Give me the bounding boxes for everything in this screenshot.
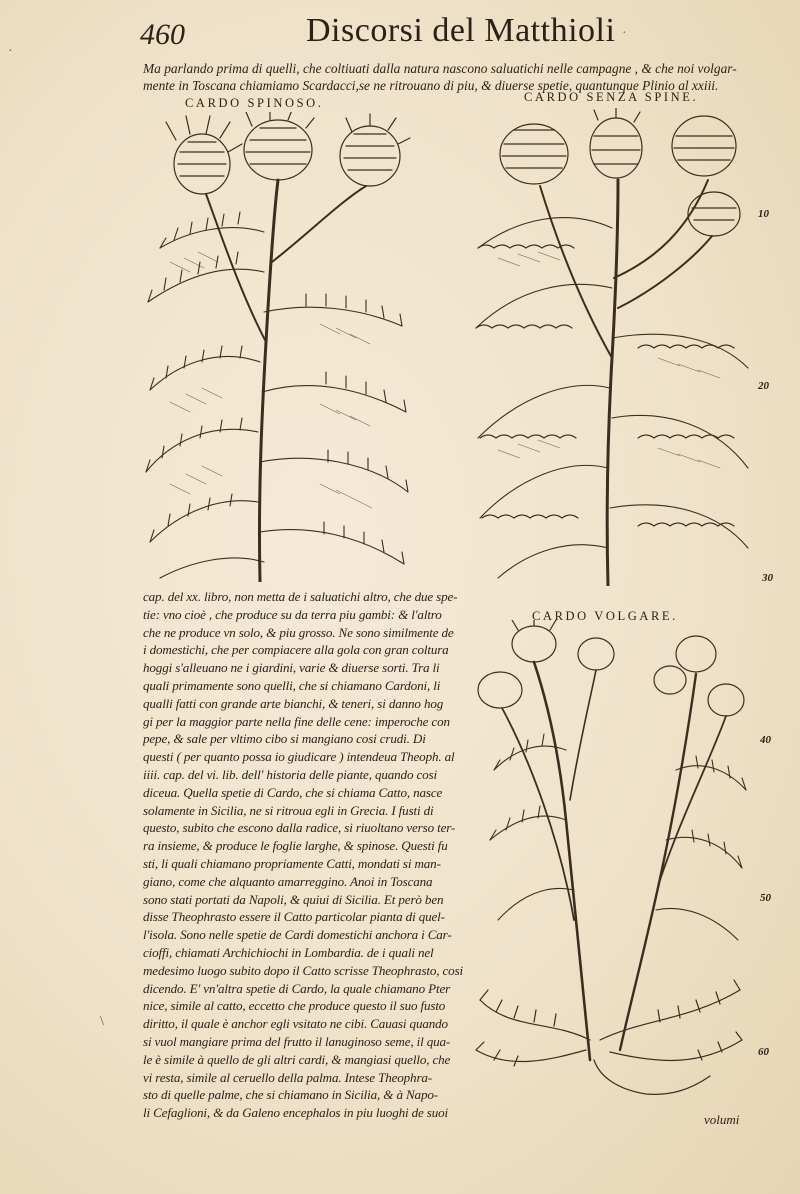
margin-line-number: 60 <box>758 1046 769 1058</box>
body-text-line: giano, come che alquanto amarreggino. Anoi in Toscana <box>143 873 433 889</box>
body-text-line: quali primamente sono quelli, che si chiamano Cardoni, li <box>143 677 441 693</box>
thistle-woodcut-spiny-icon <box>140 112 415 582</box>
ink-mark: · <box>622 26 627 41</box>
body-text-line: pepe, & sale per vltimo cibo si mangiano cosi crudi. Di <box>143 731 426 747</box>
figure-caption-cardo-spinoso: CARDO SPINOSO. <box>185 96 324 110</box>
body-text-line: sti, li quali chiamano propriamente Catti, mondati si man- <box>143 855 441 871</box>
body-text-line: solamente in Sicilia, ne si ritroua egli in Grecia. I fusti di <box>143 802 434 818</box>
body-text-line: gi per la maggior parte nella fine delle cene: imperoche con <box>143 713 450 729</box>
thistle-woodcut-common-icon <box>470 620 758 1100</box>
body-text-line: vi resta, simile al ceruello della palma. Intese Theophra- <box>143 1069 433 1085</box>
body-text-line: hoggi s'alleuano ne i giardini, varie & diuerse sorti. Tra li <box>143 660 440 676</box>
body-text-line: l'isola. Sono nelle spetie de Cardi domestichi anchora i Car- <box>143 927 452 943</box>
catchword: volumi <box>704 1112 740 1127</box>
body-text-line: medesimo luogo subito dopo il Catto scrisse Theophrasto, cosi <box>143 962 464 978</box>
body-text-line: cap. del xx. libro, non metta de i saluatichi altro, che due spe- <box>143 589 458 604</box>
body-text-line: nice, simile al catto, eccetto che produce questo il suo fusto <box>143 998 446 1014</box>
body-text-line: questi ( per quanto possa io giudicare ) intendeua Theoph. al <box>143 749 455 765</box>
body-text-line: li Cefaglioni, & da Galeno encephalos in piu luoghi de suoi <box>143 1105 449 1121</box>
body-text-line: tie: vno cioè , che produce su da terra piu gambi: & l'altro <box>143 606 442 622</box>
intro-line: mente in Toscana chiamiamo Scardacci,se ne ritrouano di piu, & diuerse spetie, quantunque Plinio al xxiii. <box>143 78 719 93</box>
margin-mark: \ <box>100 1014 104 1029</box>
body-text-line: le è simile à quello de gli altri cardi, & mangiasi quello, che <box>143 1051 451 1067</box>
body-text-line: i domestichi, che per compiacere alla gola con gran coltura <box>143 642 449 658</box>
margin-line-number: 30 <box>762 572 773 584</box>
margin-line-number: 50 <box>760 892 771 904</box>
intro-line: Ma parlando prima di quelli, che coltiuati dalla natura nascono saluatichi nelle campagne , & che noi volgar- <box>143 61 737 76</box>
body-text-line: si vuol mangiare prima del frutto il lanuginoso seme, il qua- <box>143 1033 451 1049</box>
body-text-line: disse Theophrasto essere il Catto particolar pianta di quel- <box>143 909 445 925</box>
margin-line-number: 10 <box>758 208 769 220</box>
body-text-line: questo, subito che escono dalla radice, si riuoltano verso ter- <box>143 820 456 836</box>
body-text-line: che ne produce vn solo, & piu grosso. Ne sono similmente de <box>143 624 454 640</box>
figure-caption-cardo-volgare: CARDO VOLGARE. <box>532 609 678 623</box>
margin-line-number: 20 <box>758 380 769 392</box>
margin-line-number: 40 <box>760 734 771 746</box>
margin-mark: · <box>8 44 13 59</box>
body-text-line: diritto, il quale è anchor egli vsitato ne cibi. Cauasi quando <box>143 1016 448 1032</box>
body-text-column <box>143 588 473 1122</box>
body-text-line: dicendo. E' vn'altra spetie di Cardo, la quale chiamano Pter <box>143 980 451 996</box>
page-number: 460 <box>140 18 185 51</box>
body-text-line: sto di quelle palme, che si chiamano in Sicilia, & à Napo- <box>143 1087 438 1103</box>
body-text-line: qualli fatti con grande arte bianchi, & teneri, si danno hog <box>143 695 444 711</box>
thistle-woodcut-spineless-icon <box>468 108 753 586</box>
figure-caption-cardo-senza-spine: CARDO SENZA SPINE. <box>524 90 699 104</box>
body-text-line: sono stati portati da Napoli, & quiui di Sicilia. Et però ben <box>143 891 444 907</box>
body-text-line: iiii. cap. del vi. lib. dell' historia delle piante, quando cosi <box>143 766 437 782</box>
body-text-line: diceua. Quella spetie di Cardo, che si chiama Catto, nasce <box>143 784 443 800</box>
running-head: Discorsi del Matthioli <box>306 12 616 49</box>
body-text-line: cioffi, chiamati Archichiochi in Lombardia. de i quali nel <box>143 944 434 960</box>
body-text-line: ra insieme, & produce le foglie larghe, & spinose. Questi fu <box>143 838 448 854</box>
